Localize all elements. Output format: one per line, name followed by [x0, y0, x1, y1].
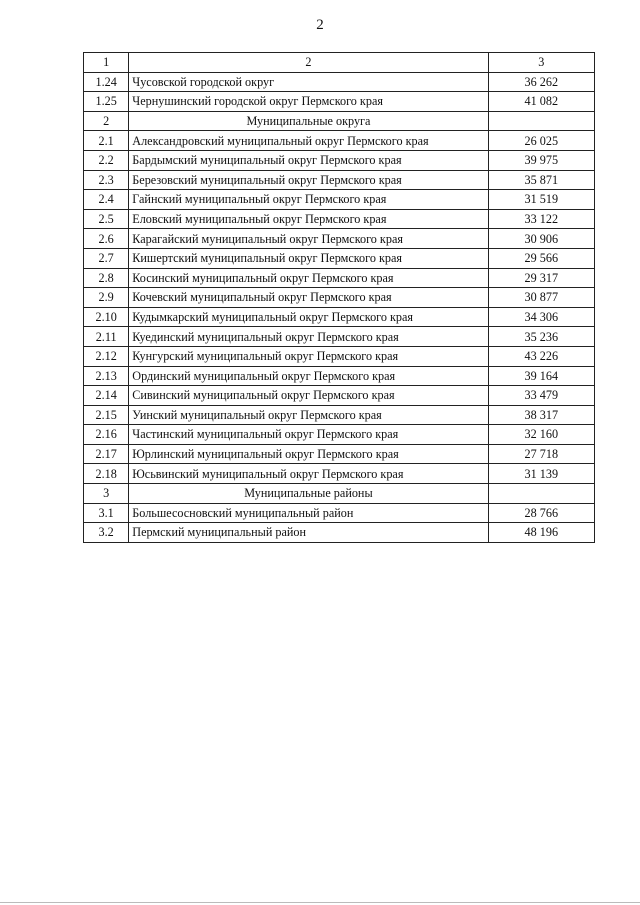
table-row — [84, 190, 595, 210]
row-name-cell: Куединский муниципальный округ Пермского края — [129, 327, 488, 347]
row-number-cell: 3 — [84, 484, 129, 504]
row-number-cell: 2.1 — [84, 131, 129, 151]
row-value-cell: 26 025 — [488, 131, 594, 151]
row-value-cell: 29 317 — [488, 268, 594, 288]
row-number-cell: 1.25 — [84, 92, 129, 112]
row-value-cell: 34 306 — [488, 307, 594, 327]
row-name-cell: Березовский муниципальный округ Пермского края — [129, 170, 488, 190]
row-number-cell: 2.10 — [84, 307, 129, 327]
row-name-cell: Кочевский муниципальный округ Пермского края — [129, 288, 488, 308]
row-name-cell: Ординский муниципальный округ Пермского края — [129, 366, 488, 386]
row-name-cell: Гайнский муниципальный округ Пермского края — [129, 190, 488, 210]
row-value-cell: 31 139 — [488, 464, 594, 484]
row-name-cell: Пермский муниципальный район — [129, 523, 488, 543]
row-value-cell: 33 122 — [488, 209, 594, 229]
row-number-cell: 2 — [84, 111, 129, 131]
row-number-cell: 2.7 — [84, 248, 129, 268]
row-value-cell: 38 317 — [488, 405, 594, 425]
table-row — [84, 327, 595, 347]
row-number-cell: 2.8 — [84, 268, 129, 288]
table-row — [84, 229, 595, 249]
row-number-cell: 2.17 — [84, 444, 129, 464]
section-row — [84, 111, 595, 131]
row-name-cell: Бардымский муниципальный округ Пермского края — [129, 150, 488, 170]
table-header-row — [84, 53, 595, 73]
row-number-cell: 2.15 — [84, 405, 129, 425]
table-row — [84, 131, 595, 151]
table-row — [84, 248, 595, 268]
row-name-cell: Кишертский муниципальный округ Пермского края — [129, 248, 488, 268]
table-row — [84, 307, 595, 327]
row-name-cell: Карагайский муниципальный округ Пермского края — [129, 229, 488, 249]
row-value-cell — [488, 484, 594, 504]
row-value-cell: 39 975 — [488, 150, 594, 170]
table-body — [84, 53, 595, 543]
table-row — [84, 523, 595, 543]
row-value-cell: 27 718 — [488, 444, 594, 464]
row-name-cell: Юрлинский муниципальный округ Пермского края — [129, 444, 488, 464]
table-row — [84, 464, 595, 484]
table-row — [84, 268, 595, 288]
row-name-cell: Большесосновский муниципальный район — [129, 503, 488, 523]
row-name-cell: Уинский муниципальный округ Пермского края — [129, 405, 488, 425]
row-value-cell: 33 479 — [488, 386, 594, 406]
row-value-cell: 39 164 — [488, 366, 594, 386]
row-value-cell: 36 262 — [488, 72, 594, 92]
row-number-cell: 2.9 — [84, 288, 129, 308]
row-name-cell: Косинский муниципальный округ Пермского края — [129, 268, 488, 288]
row-value-cell: 29 566 — [488, 248, 594, 268]
row-number-cell: 2.2 — [84, 150, 129, 170]
row-number-cell: 2.16 — [84, 425, 129, 445]
row-value-cell: 48 196 — [488, 523, 594, 543]
row-number-cell: 2.12 — [84, 346, 129, 366]
row-number-cell: 3.1 — [84, 503, 129, 523]
table-row — [84, 425, 595, 445]
bottom-rule — [0, 902, 640, 903]
row-value-cell: 30 906 — [488, 229, 594, 249]
table-row — [84, 72, 595, 92]
row-number-cell: 2.3 — [84, 170, 129, 190]
table-row — [84, 444, 595, 464]
section-row — [84, 484, 595, 504]
row-name-cell: Александровский муниципальный округ Пермского края — [129, 131, 488, 151]
row-value-cell: 43 226 — [488, 346, 594, 366]
table-row — [84, 503, 595, 523]
table-row — [84, 366, 595, 386]
row-value-cell: 30 877 — [488, 288, 594, 308]
row-name-cell: Кудымкарский муниципальный округ Пермского края — [129, 307, 488, 327]
row-value-cell: 31 519 — [488, 190, 594, 210]
row-value-cell: 35 236 — [488, 327, 594, 347]
row-number-cell: 2.4 — [84, 190, 129, 210]
header-col-1: 1 — [84, 53, 129, 73]
data-table — [83, 52, 595, 543]
row-name-cell: Еловский муниципальный округ Пермского края — [129, 209, 488, 229]
table-row — [84, 386, 595, 406]
row-number-cell: 1.24 — [84, 72, 129, 92]
row-value-cell: 41 082 — [488, 92, 594, 112]
row-name-cell: Чусовской городской округ — [129, 72, 488, 92]
table-row — [84, 92, 595, 112]
table-row — [84, 209, 595, 229]
row-number-cell: 2.11 — [84, 327, 129, 347]
table-row — [84, 170, 595, 190]
row-number-cell: 2.13 — [84, 366, 129, 386]
page-number: 2 — [316, 17, 324, 33]
row-name-cell: Частинский муниципальный округ Пермского края — [129, 425, 488, 445]
table-row — [84, 346, 595, 366]
table-row — [84, 288, 595, 308]
header-col-2: 2 — [129, 53, 488, 73]
row-name-cell: Кунгурский муниципальный округ Пермского края — [129, 346, 488, 366]
row-value-cell: 32 160 — [488, 425, 594, 445]
row-name-cell: Муниципальные районы — [129, 484, 488, 504]
row-number-cell: 2.5 — [84, 209, 129, 229]
row-value-cell: 35 871 — [488, 170, 594, 190]
row-number-cell: 2.6 — [84, 229, 129, 249]
row-name-cell: Юсьвинский муниципальный округ Пермского края — [129, 464, 488, 484]
row-name-cell: Муниципальные округа — [129, 111, 488, 131]
table-row — [84, 150, 595, 170]
header-col-3: 3 — [488, 53, 594, 73]
row-number-cell: 2.14 — [84, 386, 129, 406]
row-name-cell: Сивинский муниципальный округ Пермского края — [129, 386, 488, 406]
row-value-cell — [488, 111, 594, 131]
row-value-cell: 28 766 — [488, 503, 594, 523]
row-name-cell: Чернушинский городской округ Пермского края — [129, 92, 488, 112]
row-number-cell: 3.2 — [84, 523, 129, 543]
table-row — [84, 405, 595, 425]
row-number-cell: 2.18 — [84, 464, 129, 484]
